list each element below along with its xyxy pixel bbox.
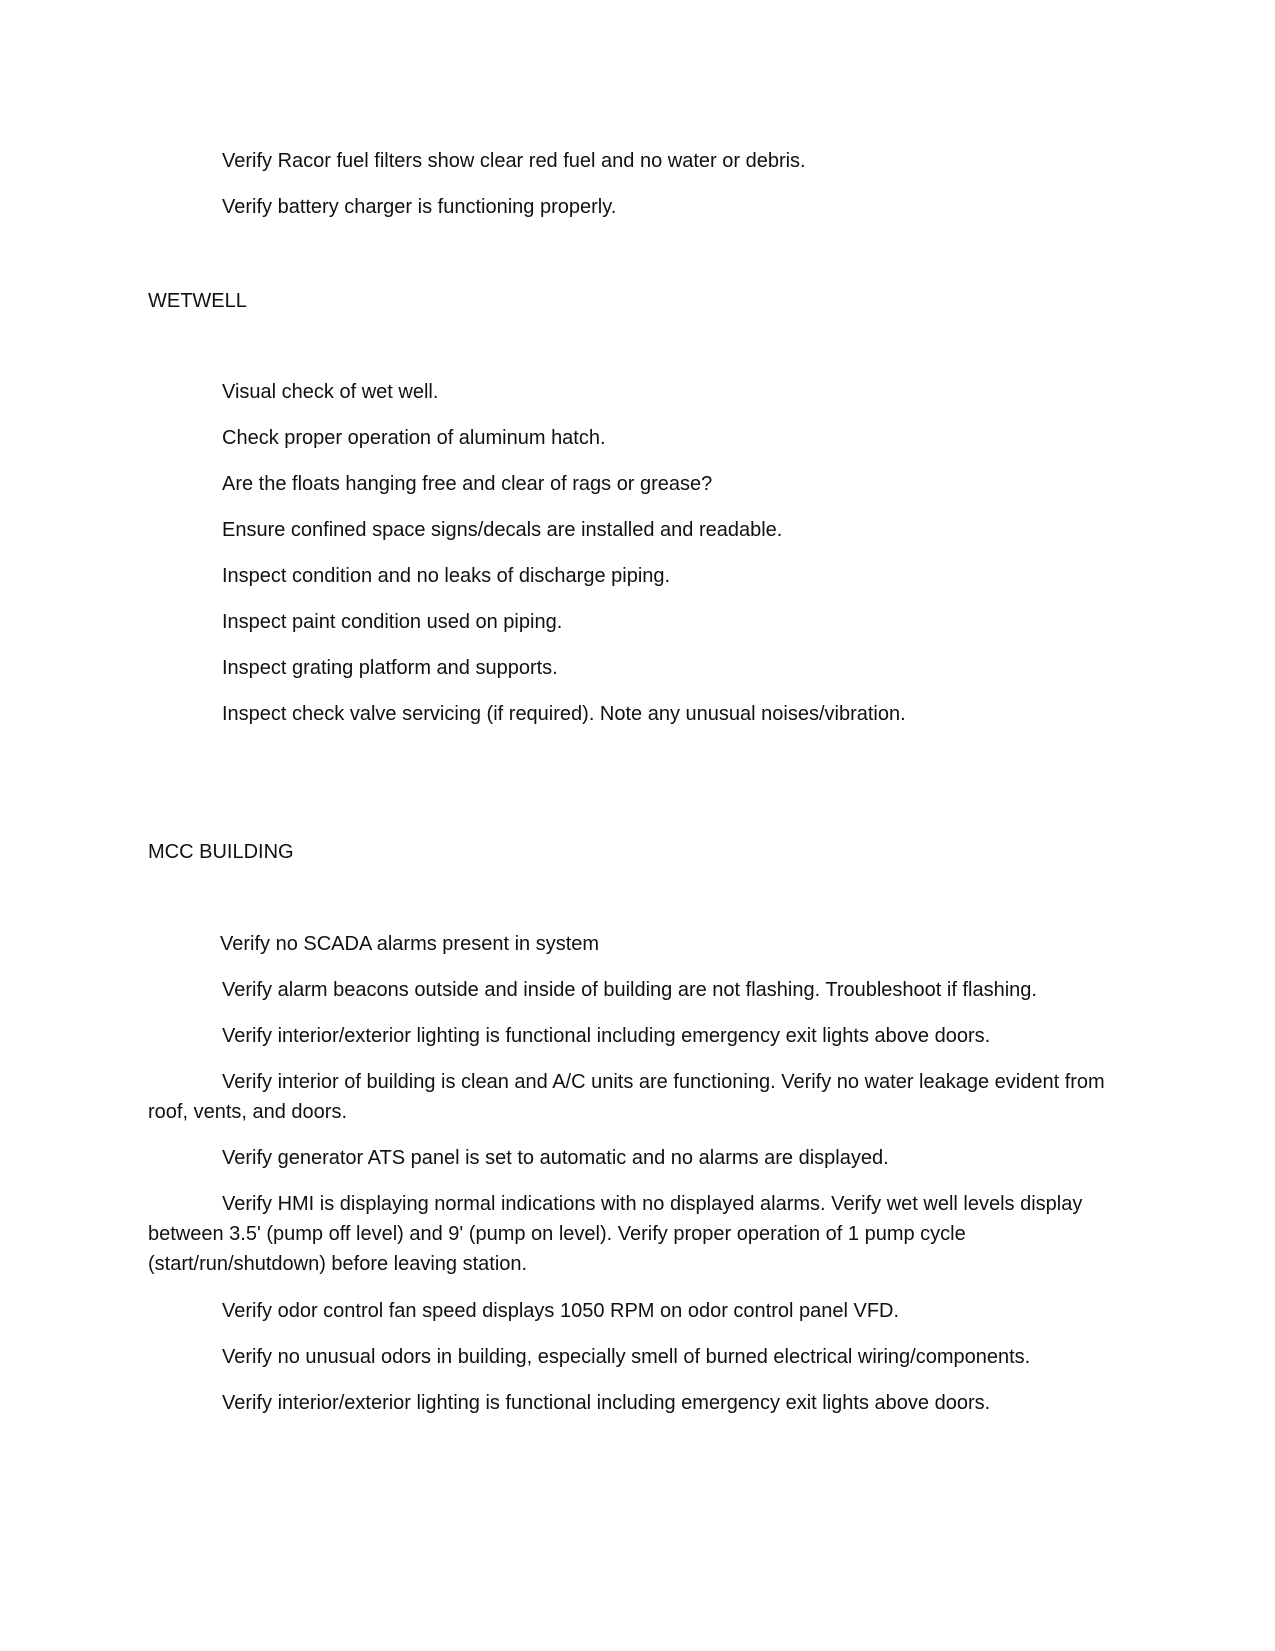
wetwell-item: Inspect paint condition used on piping. (222, 611, 563, 633)
wetwell-item: Ensure confined space signs/decals are installed and readable. (222, 519, 783, 541)
mcc-item: Verify generator ATS panel is set to automatic and no alarms are displayed. (222, 1147, 889, 1169)
wetwell-item: Check proper operation of aluminum hatch. (222, 427, 606, 449)
mcc-item: Verify no SCADA alarms present in system (220, 933, 600, 955)
wetwell-item: Inspect check valve servicing (if required). Note any unusual noises/vibration. (222, 703, 906, 725)
mcc-item: Verify HMI is displaying normal indications with no displayed alarms. Verify wet well levels display between 3.5' (pump off level) and 9' (pump on level). Verify proper operation of 1 pump cycle (start/run/shutdown) before leaving station. (148, 1193, 1083, 1275)
mcc-item: Verify odor control fan speed displays 1050 RPM on odor control panel VFD. (222, 1300, 900, 1322)
intro-item-battery-charger: Verify battery charger is functioning properly. (222, 196, 617, 218)
wetwell-item: Are the floats hanging free and clear of rags or grease? (222, 473, 713, 495)
mcc-item: Verify interior/exterior lighting is functional including emergency exit lights above doors. (222, 1392, 991, 1414)
section-heading-wetwell: WETWELL (148, 290, 247, 312)
mcc-item: Verify no unusual odors in building, especially smell of burned electrical wiring/components. (222, 1346, 1031, 1368)
intro-item-racor-filters: Verify Racor fuel filters show clear red fuel and no water or debris. (222, 150, 806, 172)
mcc-item: Verify alarm beacons outside and inside of building are not flashing. Troubleshoot if flashing. (222, 979, 1037, 1001)
section-heading-mcc-building: MCC BUILDING (148, 841, 294, 863)
wetwell-item: Visual check of wet well. (222, 381, 439, 403)
mcc-item: Verify interior/exterior lighting is functional including emergency exit lights above doors. (222, 1025, 991, 1047)
wetwell-item: Inspect condition and no leaks of discharge piping. (222, 565, 671, 587)
mcc-item: Verify interior of building is clean and A/C units are functioning. Verify no water leakage evident from roof, vents, and doors. (148, 1071, 1105, 1123)
wetwell-item: Inspect grating platform and supports. (222, 657, 558, 679)
